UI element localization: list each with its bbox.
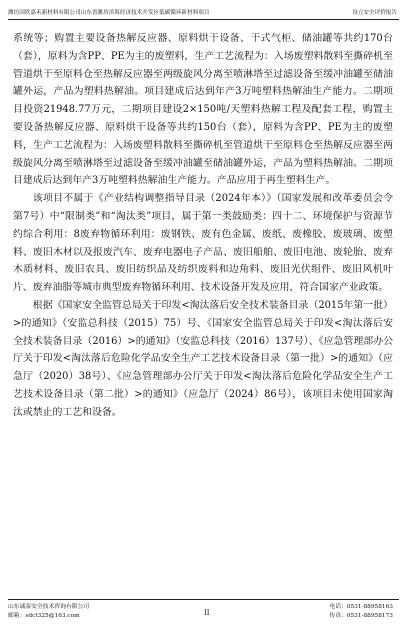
page-number: II [204, 609, 210, 617]
header-project-title: 潍坊国欣嘉禾新材料有限公司山东省潍坊滨海经济技术开发区低碳循环新材料项目 [8, 10, 210, 16]
paragraph-industrial-policy: 该项目不属于《产业结构调整指导目录（2024年本）》（国家发展和改革委员会令第7号）中“限制类”和“淘汰类”项目，属于第一类鼓励类：四十二、环境保护与资源节约综合利用：8废弃物循环利用：废钢铁、废有色金属、废纸、废橡胶、废玻璃、废塑料、废旧木材以及报废汽车、废弃电器电子产品、废旧船舶、废旧电池、废轮胎、废弃木质材料、废旧农具、废旧纺织品及纺织废料和边角料、废旧光伏组件、废旧风机叶片、废弃油脂等城市典型废弃物循环利用、技术设备开发及应用，符合国家产业政策。 [13, 193, 393, 294]
document-body [13, 30, 393, 422]
footer-divider [8, 599, 399, 600]
header-report-type: 设立安全评价报告 [352, 10, 397, 16]
footer-fax: 传真：0531-88958173 [329, 613, 393, 619]
footer-company-name: 山东诚泰安全技术咨询有限公司 [8, 604, 90, 610]
footer-contact-block [329, 603, 393, 621]
footer-phone: 电话：0531-88958163 [329, 604, 393, 610]
footer-company-block [8, 603, 89, 621]
paragraph-project-description: 系统等；购置主要设备热解反应器、原料烘干设备、干式气柜、储油罐等共约170台（套），原料为含PP、PE为主的废塑料，生产工艺流程为：入场废塑料散料至撕碎机至管道烘干至原料仓至热解反应器至两级旋风分离至喷淋塔至过滤设备至缓冲油罐至储油罐外运，产品为塑料热解油。项目建成后达到年产3万吨塑料热解油生产能力。二期项目投资21948.77万元，二期项目建设2×150吨/天塑料热解工程及配套工程，购置主要设备热解反应器、原料烘干设备等共约150台（套），原料为含PP、PE为主的废塑料，生产工艺流程为：入场废塑料散料至撕碎机至管道烘干至原料仓至热解反应器至两级旋风分离至喷淋塔至过滤设备至缓冲油罐至储油罐外运，产品为塑料热解油。二期项目建成后达到年产3万吨塑料热解油生产能力。产品应用于再生塑料生产。 [13, 33, 393, 187]
header-divider [8, 19, 399, 20]
footer-email: 邮箱：sdct325@163.com [8, 613, 80, 619]
paragraph-obsolete-equipment: 根据《国家安全监管总局关于印发<淘汰落后安全技术装备目录（2015年第一批）>的通知》（安监总科技（2015）75）号、《国家安全监管总局关于印发<淘汰落后安全技术装备目录（2016）>的通知》（安监总科技（2016）137号）、《应急管理部办公厅关于印发<淘汰落后危险化学品安全生产工艺技术设备目录（第一批）>的通知》（应急厅（2020）38号）、《应急管理部办公厅关于印发<淘汰落后危险化学品安全生产工艺技术设备目录（第二批）>的通知》（应急厅（2024）86号），该项目未使用国家淘汰或禁止的工艺和设备。 [13, 299, 393, 418]
